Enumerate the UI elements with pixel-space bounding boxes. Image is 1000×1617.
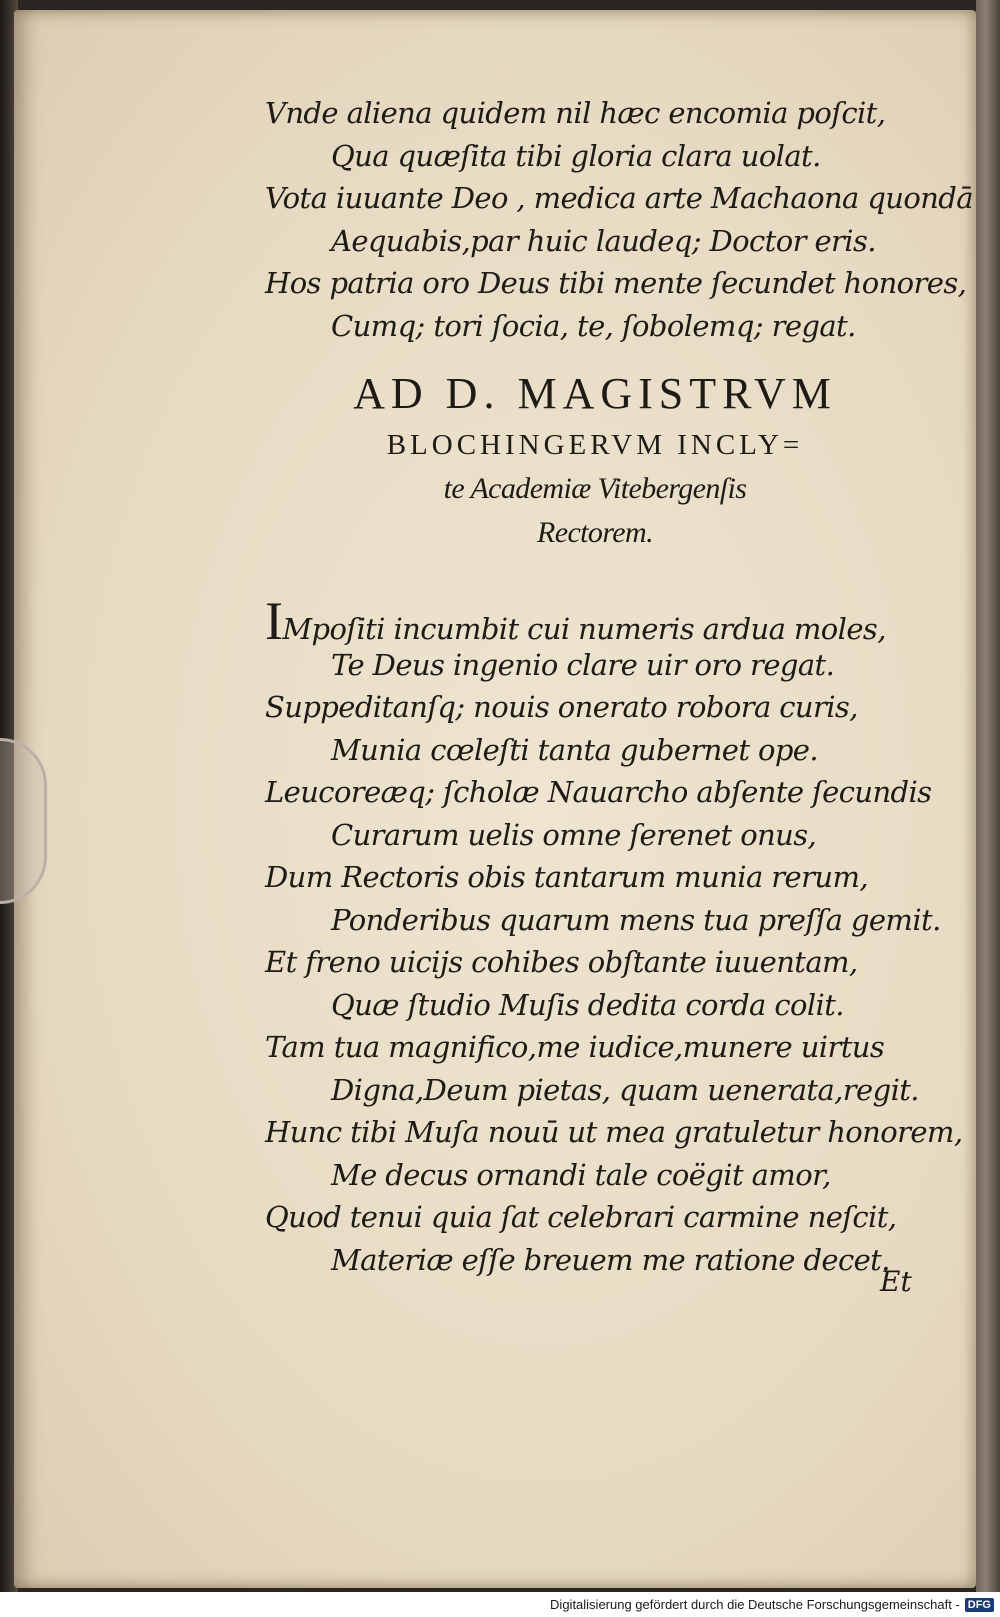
verse-line: Vnde aliena quidem nil hæc encomia poſcit, [265,96,886,130]
first-line-text: Mpoſiti incumbit cui numeris ardua moles, [282,612,886,646]
footer-credit: Digitalisierung gefördert durch die Deutsche Forschungsgemeinschaft - [550,1597,960,1612]
poem-line: Dum Rectoris obis tantarum munia rerum, [265,860,868,894]
poem-line: Tam tua magnifico,me iudice,munere uirtus [265,1030,885,1064]
poem-line: Hunc tibi Muſa nouū ut mea gratuletur honorem, [265,1115,963,1149]
heading-line-1: AD D. MAGISTRVM [353,369,837,418]
catchword: Et [880,1265,912,1298]
verse-line: Aequabis,par huic laudeq; Doctor eris. [331,223,876,258]
drop-cap: I [265,591,283,651]
poem-line: Munia cœleſti tanta gubernet ope. [331,732,818,767]
poem-line: Ponderibus quarum mens tua preſſa gemit. [331,902,941,937]
poem-line: Suppeditanſq; nouis onerato robora curis, [265,690,858,724]
top-verse [265,92,973,347]
verse-line: Vota iuuante Deo , medica arte Machaona quondā [265,181,973,215]
heading-line-4: Rectorem. [537,516,653,549]
verse-line: Cumq; tori ſocia, te, ſobolemq; regat. [331,308,856,343]
poem-line: Curarum uelis omne ſerenet onus, [331,817,817,852]
page-clip [0,738,47,904]
page-edge [976,0,1000,1592]
poem-line: Quæ ſtudio Muſis dedita corda colit. [331,987,844,1022]
verse-line: Hos patria oro Deus tibi mente ſecundet honores, [265,266,967,300]
poem-line: Digna,Deum pietas, quam uenerata,regit. [331,1072,919,1107]
page-text [265,92,973,1281]
poem-first-line [265,591,925,651]
poem-body [265,591,963,1281]
poem-heading [265,365,925,555]
digitization-footer [0,1592,1000,1617]
poem-line: Quod tenui quia ſat celebrari carmine neſcit, [265,1200,897,1234]
verse-line: Qua quæſita tibi gloria clara uolat. [331,138,821,173]
poem-line: Leucoreæq; ſcholæ Nauarcho abſente ſecundis [265,775,932,809]
poem-line: Te Deus ingenio clare uir oro regat. [331,647,835,682]
dfg-logo-icon: DFG [965,1598,994,1612]
poem-line: Et freno uicijs cohibes obſtante iuuentam, [265,945,858,979]
poem-line: Materiæ eſſe breuem me ratione decet. [331,1242,890,1277]
heading-line-3: te Academiæ Vitebergenſis [443,472,747,505]
heading-line-2: BLOCHINGERVM INCLY= [386,429,804,461]
poem-line: Me decus ornandi tale coëgit amor, [331,1157,831,1192]
